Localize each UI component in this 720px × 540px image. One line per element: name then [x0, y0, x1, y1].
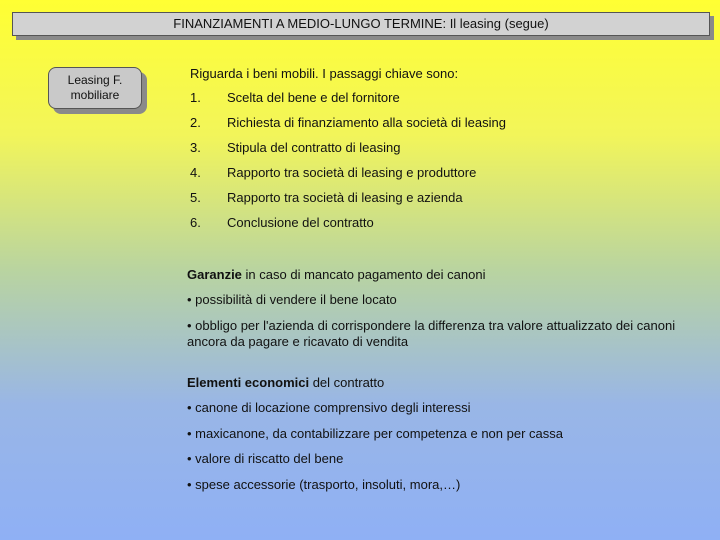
elementi-heading-rest: del contratto	[309, 375, 385, 390]
step-item	[190, 163, 506, 188]
side-label-line2: mobiliare	[70, 88, 120, 102]
step-item	[190, 113, 506, 138]
side-label-box	[48, 67, 142, 109]
garanzie-bullet: • obbligo per l'azienda di corrispondere la differenza tra valore attualizzato dei canoni ancora da pagare e ricavato di vendita	[187, 318, 676, 349]
step-number: 6.	[190, 215, 201, 230]
step-number: 2.	[190, 115, 201, 130]
step-item	[190, 188, 506, 213]
steps-list	[190, 88, 506, 238]
step-number: 3.	[190, 140, 201, 155]
elementi-heading-bold: Elementi economici	[187, 375, 310, 390]
step-number: 4.	[190, 165, 201, 180]
intro-text: Riguarda i beni mobili. I passaggi chiave sono:	[190, 66, 459, 81]
step-item	[190, 213, 506, 238]
garanzie-heading	[187, 267, 485, 282]
elementi-bullet: • canone di locazione comprensivo degli interessi	[187, 400, 471, 415]
step-text: Richiesta di finanziamento alla società di leasing	[227, 115, 506, 130]
slide-title: FINANZIAMENTI A MEDIO-LUNGO TERMINE: Il leasing (segue)	[12, 12, 710, 36]
step-text: Scelta del bene e del fornitore	[227, 90, 400, 105]
step-text: Rapporto tra società di leasing e produttore	[227, 165, 477, 180]
step-text: Stipula del contratto di leasing	[227, 140, 401, 155]
elementi-bullet: • maxicanone, da contabilizzare per competenza e non per cassa	[187, 426, 563, 441]
elementi-heading	[187, 375, 384, 390]
step-item	[190, 88, 506, 113]
garanzie-heading-rest: in caso di mancato pagamento dei canoni	[241, 267, 486, 282]
step-text: Rapporto tra società di leasing e azienda	[227, 190, 463, 205]
step-number: 1.	[190, 90, 201, 105]
garanzie-heading-bold: Garanzie	[187, 267, 242, 282]
garanzie-bullet: • possibilità di vendere il bene locato	[187, 292, 397, 307]
side-label-line1: Leasing F.	[67, 73, 123, 87]
elementi-bullet: • valore di riscatto del bene	[187, 451, 344, 466]
step-item	[190, 138, 506, 163]
step-text: Conclusione del contratto	[227, 215, 374, 230]
elementi-bullet: • spese accessorie (trasporto, insoluti, mora,…)	[187, 477, 461, 492]
step-number: 5.	[190, 190, 201, 205]
